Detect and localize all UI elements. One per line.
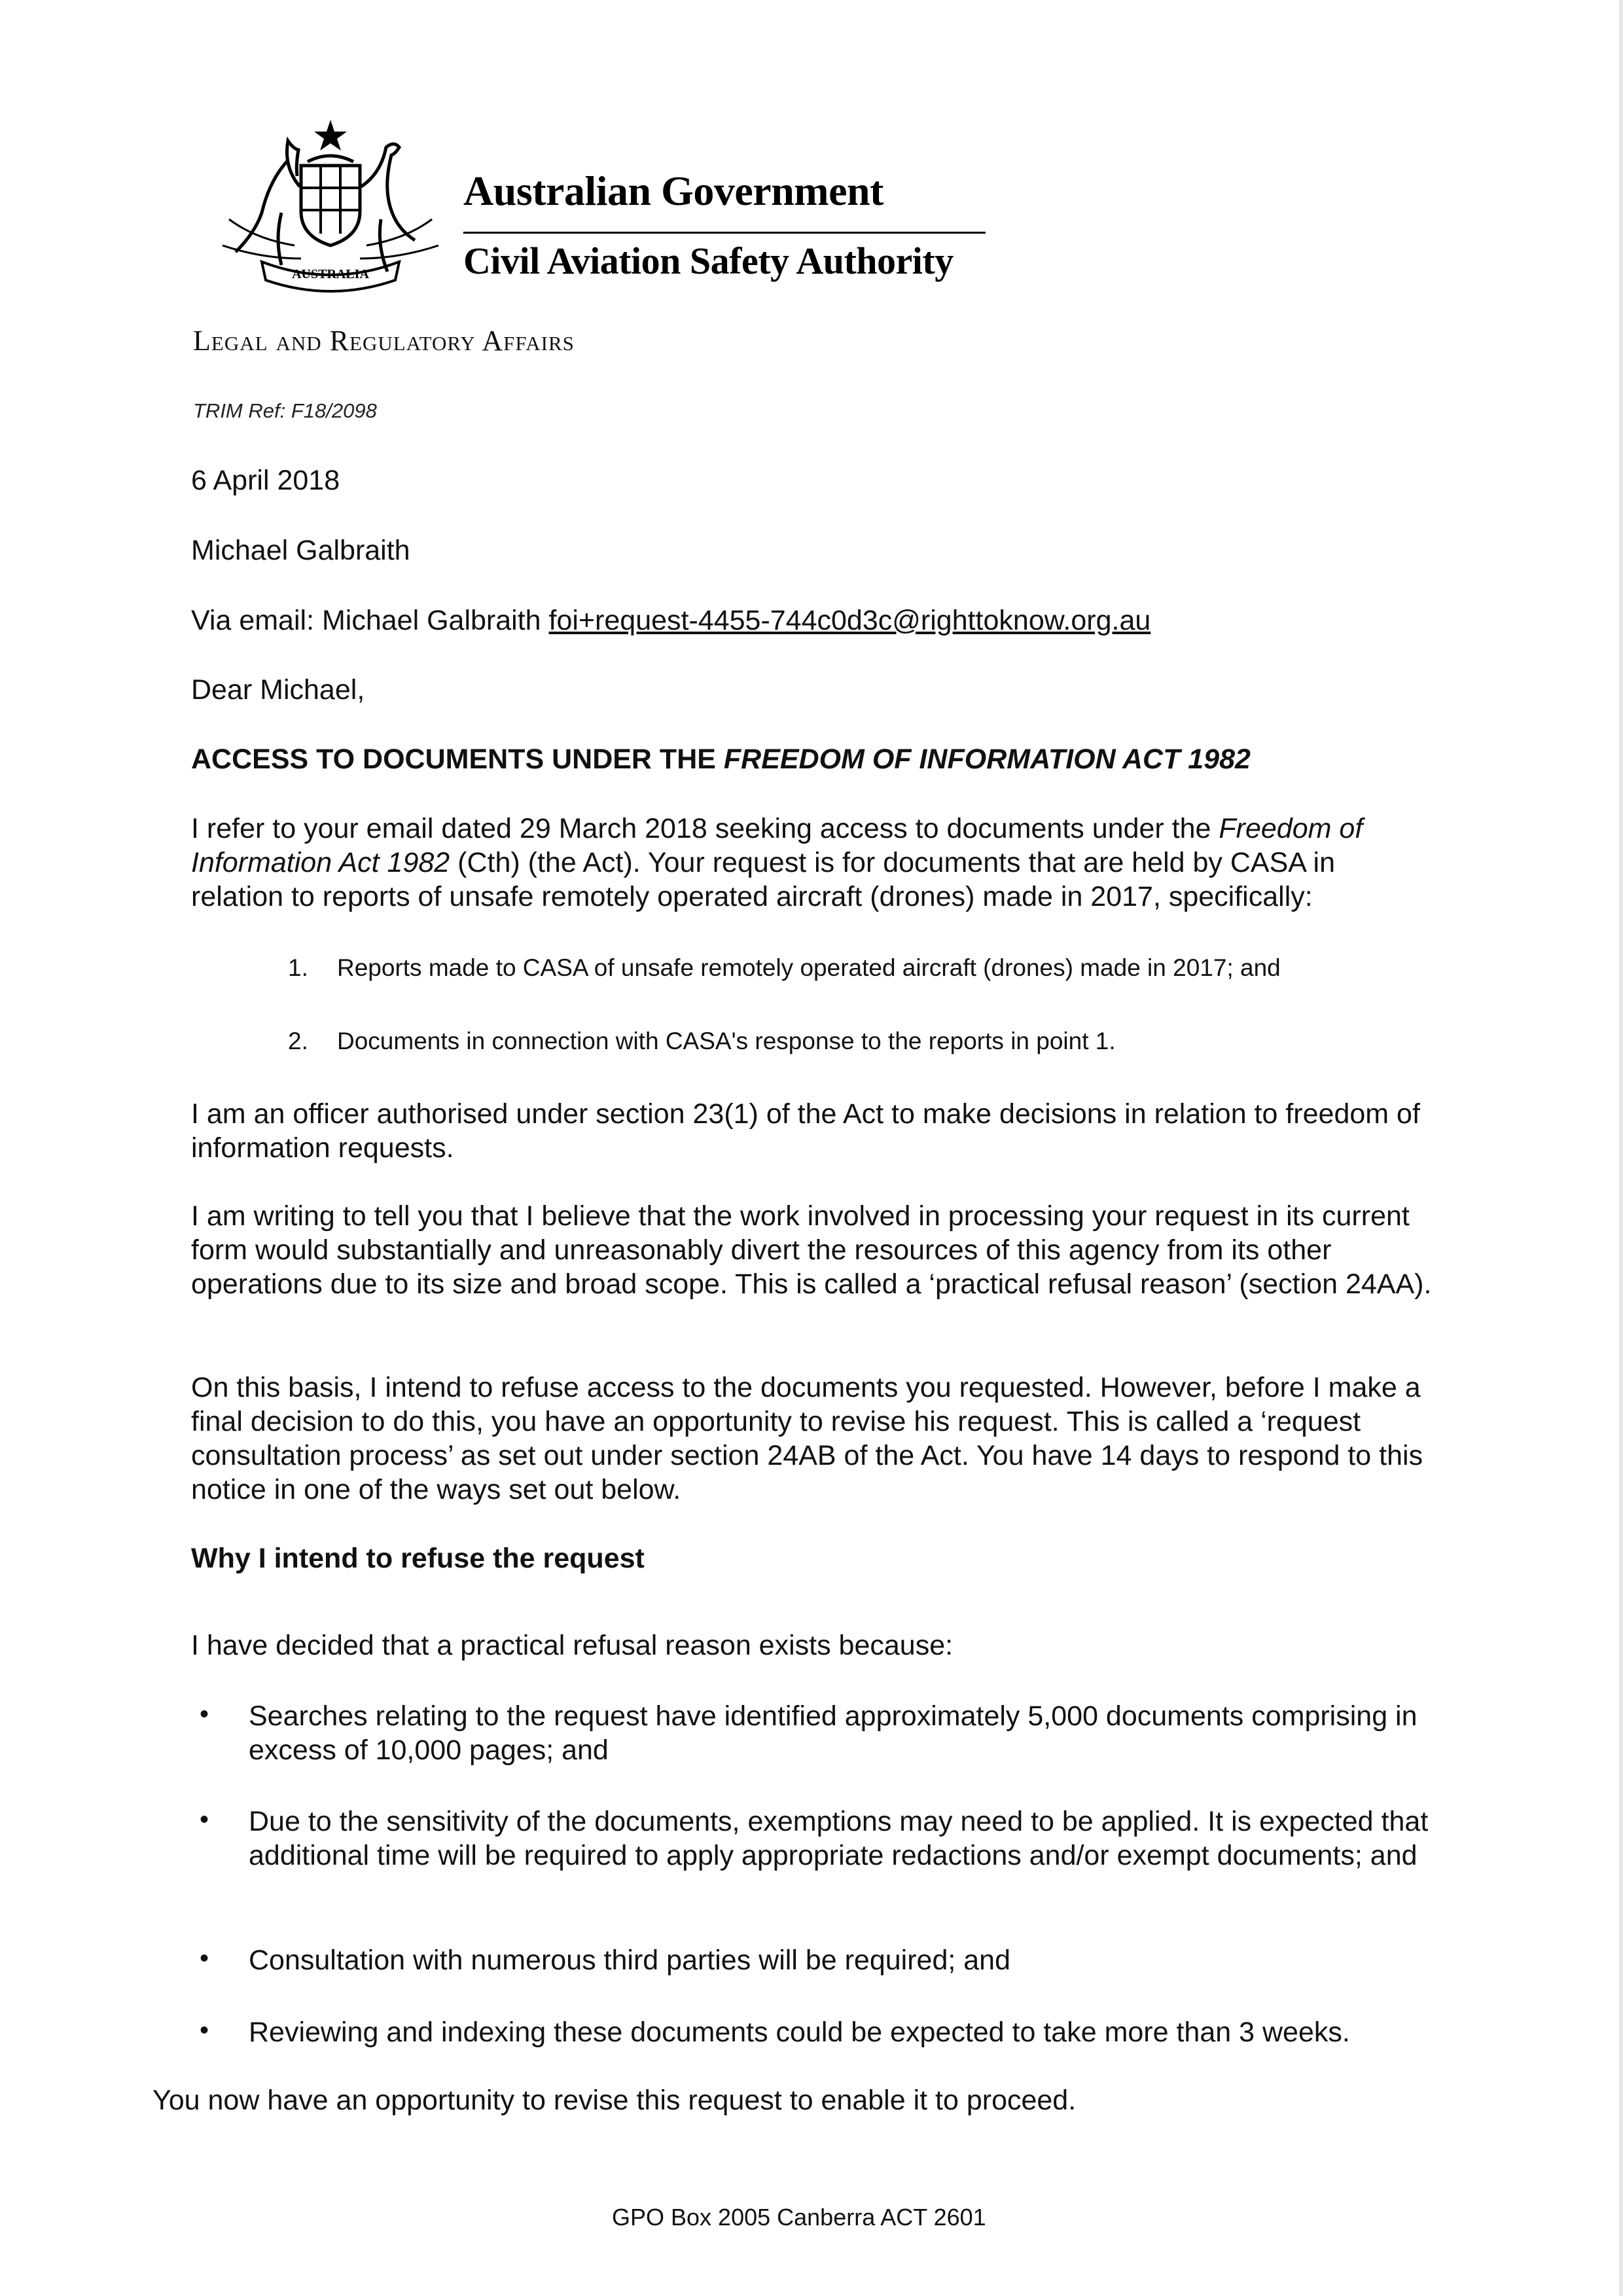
page-edge-shadow: [1619, 0, 1623, 2296]
department-name: Legal and Regulatory Affairs: [193, 325, 575, 357]
letter-subject-heading: [191, 742, 1251, 776]
salutation: Dear Michael,: [191, 674, 365, 706]
decided-paragraph: I have decided that a practical refusal reason exists because:: [191, 1630, 954, 1661]
processing-paragraph: I am writing to tell you that I believe that the work involved in processing your request in its current form would substantially and unreasonably divert the resources of this agency from its other operations due to its size and broad scope. This is called a ‘practical refusal reason’ (section 24AA).: [191, 1200, 1432, 1300]
refusal-reason: Due to the sensitivity of the documents, exemptions may need to be applied. It is expected that additional time will be required to apply appropriate redactions and/or exempt documents; and: [249, 1806, 1429, 1871]
subject-prefix: ACCESS TO DOCUMENTS UNDER THE: [191, 744, 724, 775]
authority-title: Civil Aviation Safety Authority: [463, 240, 954, 282]
request-item-text: Documents in connection with CASA's response to the reports in point 1.: [337, 1028, 1116, 1054]
via-email-line: [191, 603, 1150, 637]
request-item-number: 2.: [288, 1028, 308, 1054]
recipient-name: Michael Galbraith: [191, 535, 410, 566]
intro-act-title: Freedom of Information Act 1982: [191, 813, 1363, 878]
government-title: Australian Government: [463, 168, 883, 214]
basis-paragraph: On this basis, I intend to refuse access to the documents you requested. However, before I make a final decision to do this, you have an opportunity to revise his request. This is called a ‘request consultation process’ as set out under section 24AB of the Act. You have 14 days to respond to this notice in one of the ways set out below.: [191, 1372, 1423, 1505]
coat-of-arms-logo: [209, 115, 452, 304]
bullet-point: •: [200, 1805, 209, 1834]
svg-text:AUSTRALIA: AUSTRALIA: [292, 267, 369, 281]
intro-paragraph: [191, 812, 1435, 914]
trim-reference: TRIM Ref: F18/2098: [193, 399, 377, 422]
request-item-number: 1.: [288, 954, 308, 981]
via-email-label: Via email: Michael Galbraith: [191, 605, 541, 636]
letter-date: 6 April 2018: [191, 465, 340, 496]
bullet-point: •: [200, 1944, 209, 1973]
refusal-reason: Consultation with numerous third parties will be required; and: [249, 1945, 1011, 1976]
section-heading: Why I intend to refuse the request: [191, 1543, 645, 1574]
letterhead-divider: [463, 232, 986, 234]
refusal-reason: Searches relating to the request have identified approximately 5,000 documents comprising in excess of 10,000 pages; and: [249, 1700, 1418, 1766]
bullet-point: •: [200, 1700, 209, 1729]
footer-address: GPO Box 2005 Canberra ACT 2601: [612, 2204, 986, 2231]
recipient-email-link[interactable]: foi+request-4455-744c0d3c@righttoknow.org.au: [548, 605, 1151, 636]
subject-act-title: FREEDOM OF INFORMATION ACT 1982: [723, 744, 1251, 775]
refusal-reason: Reviewing and indexing these documents could be expected to take more than 3 weeks.: [249, 2017, 1350, 2048]
intro-text-1: I refer to your email dated 29 March 2018 seeking access to documents under the: [191, 813, 1219, 844]
intro-text-2: (Cth) (the Act). Your request is for documents that are held by CASA in relation to reports of unsafe remotely operated aircraft (drones) made in 2017, specifically:: [191, 847, 1336, 912]
closing-paragraph: You now have an opportunity to revise this request to enable it to proceed.: [152, 2085, 1077, 2116]
request-item-text: Reports made to CASA of unsafe remotely operated aircraft (drones) made in 2017; and: [337, 954, 1281, 981]
authorised-paragraph: I am an officer authorised under section 23(1) of the Act to make decisions in relation to freedom of information requests.: [191, 1098, 1420, 1164]
bullet-point: •: [200, 2016, 209, 2045]
